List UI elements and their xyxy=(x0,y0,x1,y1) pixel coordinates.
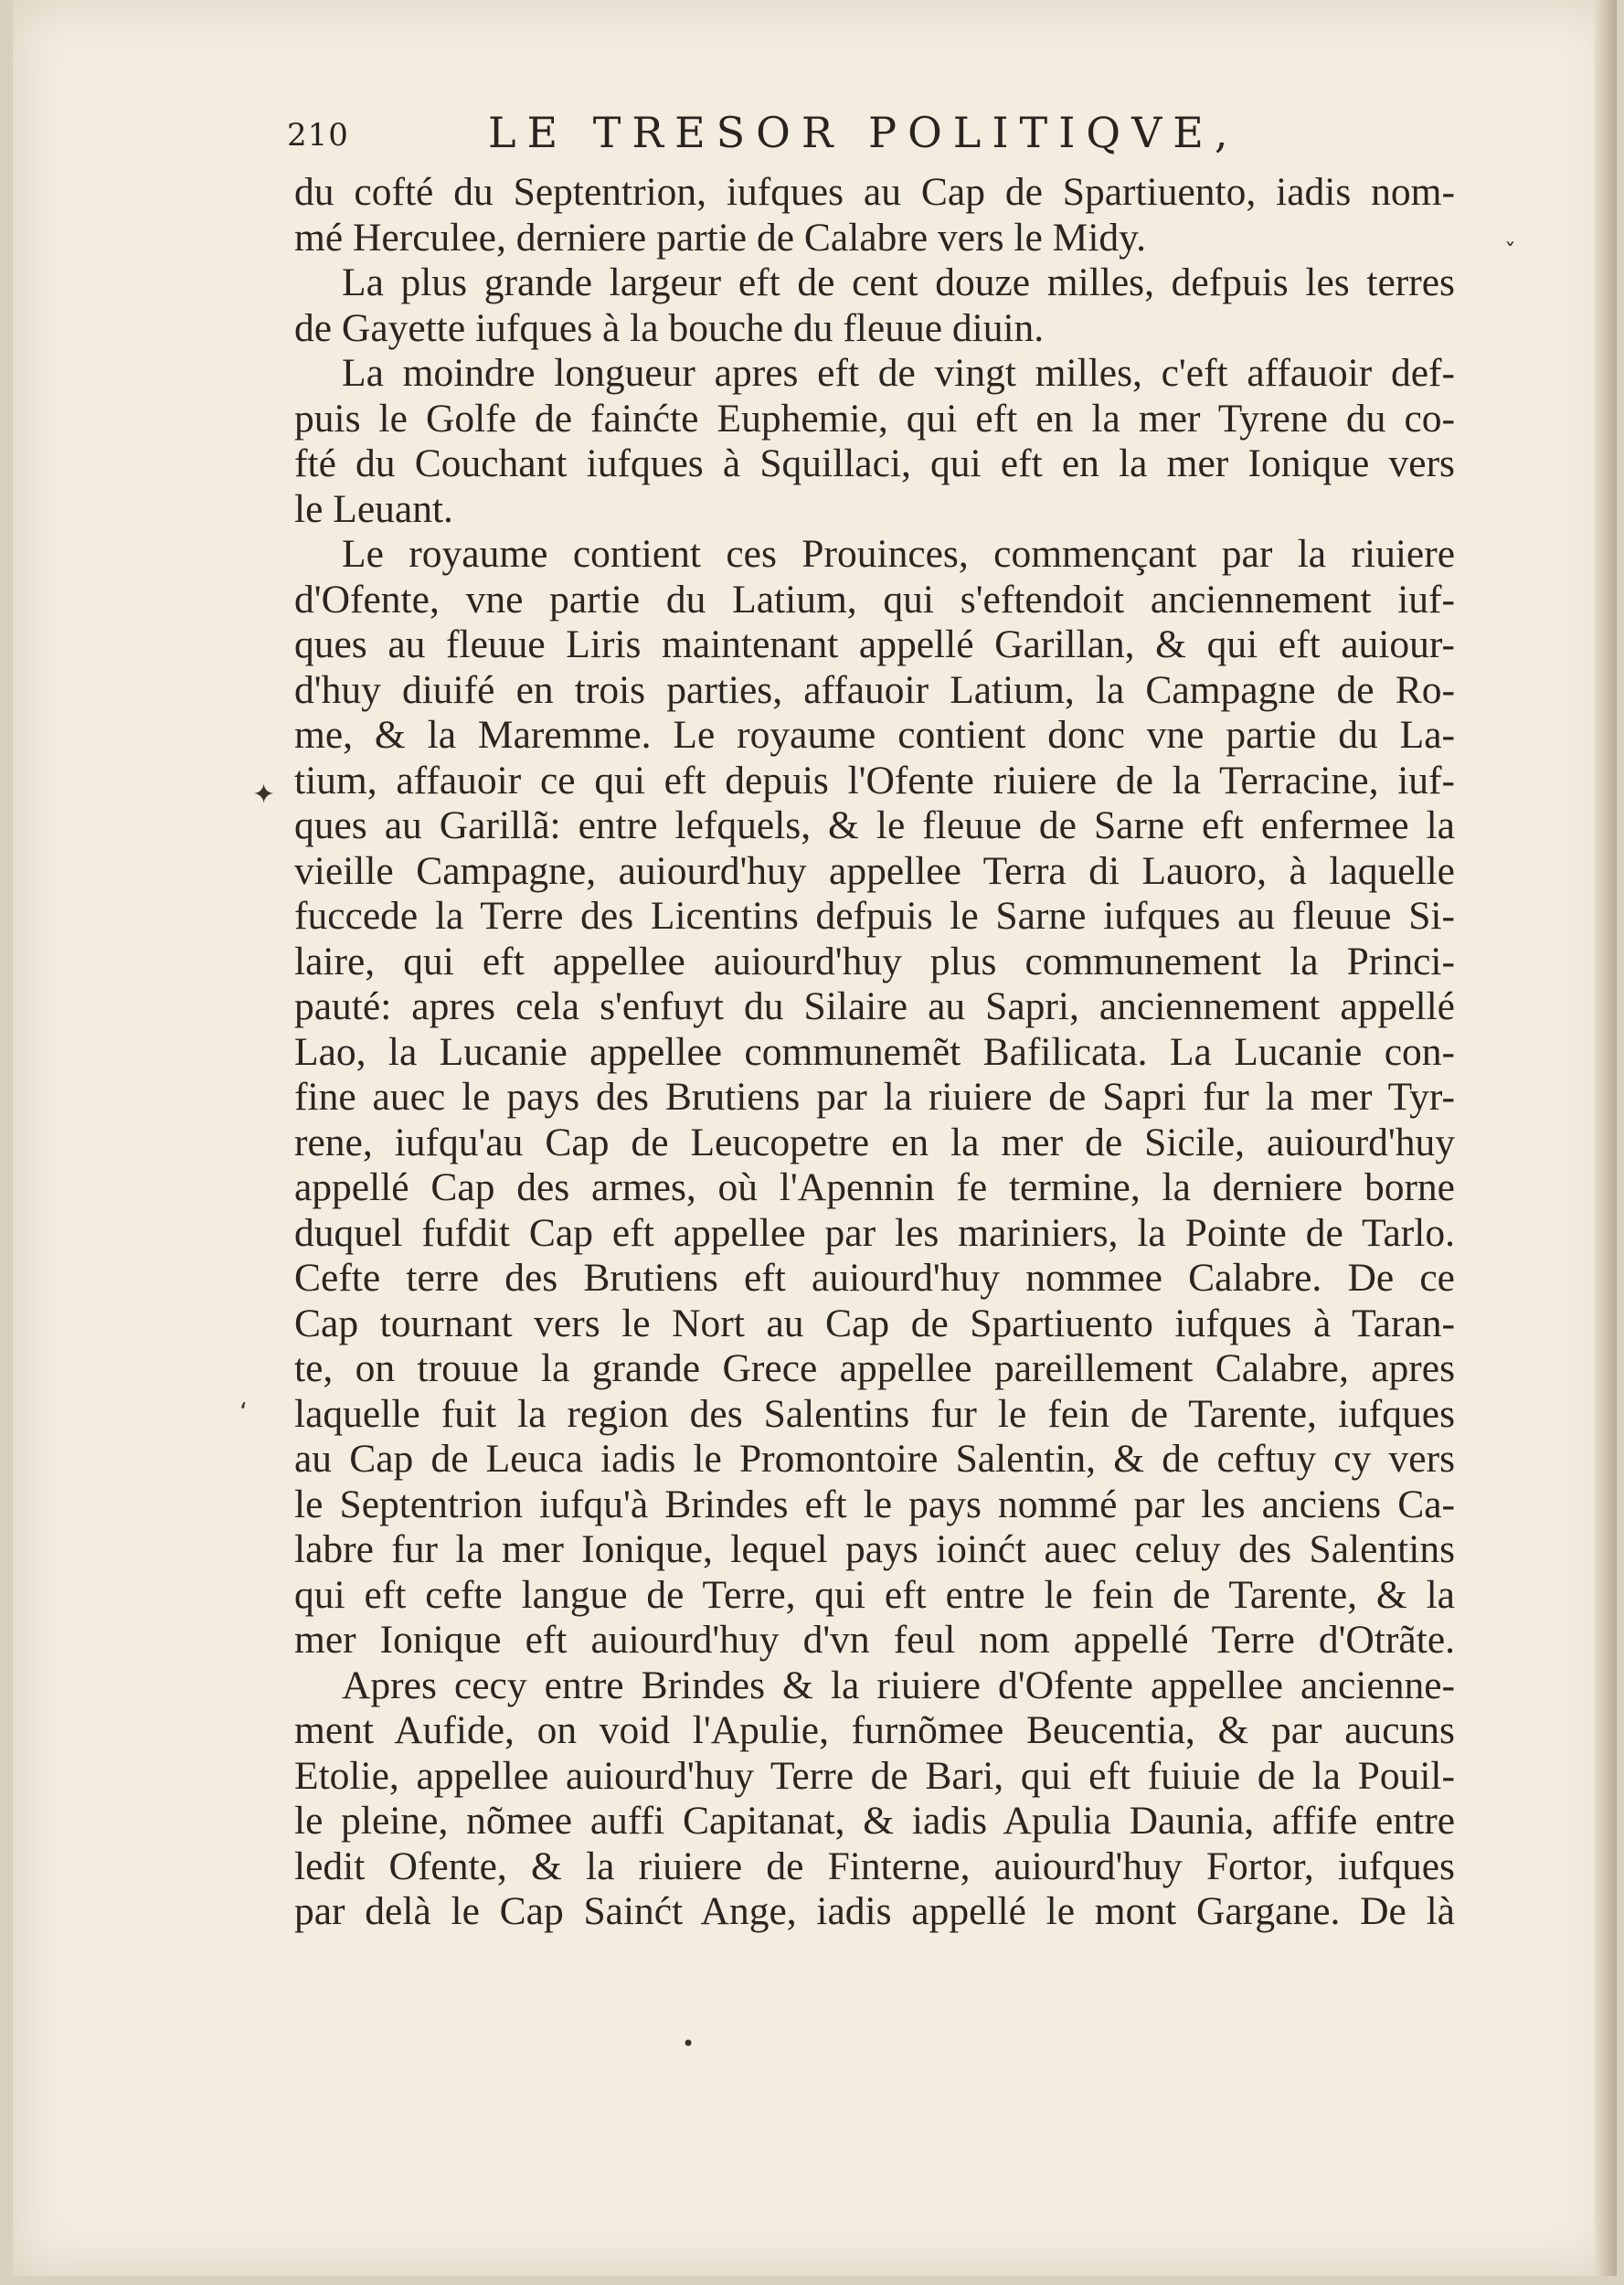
text-line: fine auec le pays des Brutiens par la riuiere de Sapri fur la mer Tyr- xyxy=(294,1075,1455,1119)
text-line: Apres cecy entre Brindes & la riuiere d'Ofente appellee ancienne- xyxy=(342,1663,1455,1707)
text-line: Cefte terre des Brutiens eft auiourd'huy nommee Calabre. De ce xyxy=(294,1256,1455,1300)
page-header xyxy=(287,108,1457,163)
text-line: de Gayette iufques à la bouche du fleuue diuin. xyxy=(294,305,1045,350)
text-line: fuccede la Terre des Licentins defpuis le Sarne iufques au fleuue Si- xyxy=(294,894,1455,938)
text-line: puis le Golfe de fainćte Euphemie, qui eft en la mer Tyrene du co- xyxy=(294,396,1455,441)
book-page xyxy=(13,0,1617,2276)
text-line: ment Aufide, on void l'Apulie, furnõmee Beucentia, & par aucuns xyxy=(294,1708,1455,1752)
text-line: d'Ofente, vne partie du Latium, qui s'eftendoit anciennement iuf- xyxy=(294,577,1455,622)
text-line: labre fur la mer Ionique, lequel pays ioinćt auec celuy des Salentins xyxy=(294,1527,1455,1571)
text-line: par delà le Cap Sainćt Ange, iadis appellé le mont Gargane. De là xyxy=(294,1889,1455,1933)
text-line: pauté: apres cela s'enfuyt du Silaire au Sapri, anciennement appellé xyxy=(294,984,1455,1028)
text-line: te, on trouue la grande Grece appellee pareillement Calabre, apres xyxy=(294,1346,1455,1390)
running-title: LE TRESOR POLITIQVE, xyxy=(488,108,1239,157)
page-spine-shadow xyxy=(1595,0,1617,2276)
text-line: La moindre longueur apres eft de vingt milles, c'eft affauoir def- xyxy=(342,351,1455,395)
text-line: duquel fufdit Cap eft appellee par les mariniers, la Pointe de Tarlo. xyxy=(294,1210,1455,1255)
text-line: La plus grande largeur eft de cent douze milles, defpuis les terres xyxy=(342,260,1455,304)
text-line: le Leuant. xyxy=(294,486,453,531)
text-line: le pleine, nõmee auffi Capitanat, & iadis Apulia Daunia, affife entre xyxy=(294,1799,1455,1843)
text-line: ledit Ofente, & la riuiere de Finterne, auiourd'huy Fortor, iufques xyxy=(294,1844,1455,1888)
text-line: au Cap de Leuca iadis le Promontoire Salentin, & de ceftuy cy vers xyxy=(294,1437,1455,1481)
text-line: me, & la Maremme. Le royaume contient donc vne partie du La- xyxy=(294,713,1455,757)
ink-mark: ˇ xyxy=(1504,239,1516,267)
text-line: Cap tournant vers le Nort au Cap de Spartiuento iufques à Taran- xyxy=(294,1301,1455,1345)
text-line: d'huy diuifé en trois parties, affauoir Latium, la Campagne de Ro- xyxy=(294,667,1455,712)
text-line: mé Herculee, derniere partie de Calabre vers le Midy. xyxy=(294,215,1146,260)
text-line: Lao, la Lucanie appellee communemẽt Bafilicata. La Lucanie con- xyxy=(294,1029,1455,1074)
text-line: fté du Couchant iufques à Squillaci, qui eft en la mer Ionique vers xyxy=(294,441,1455,485)
text-line: le Septentrion iufqu'à Brindes eft le pays nommé par les anciens Ca- xyxy=(294,1482,1455,1526)
text-line: ques au fleuue Liris maintenant appellé Garillan, & qui eft auiour- xyxy=(294,622,1455,666)
ink-mark: ✦ xyxy=(252,779,276,811)
text-line: tium, affauoir ce qui eft depuis l'Ofente riuiere de la Terracine, iuf- xyxy=(294,758,1455,802)
text-line: qui eft cefte langue de Terre, qui eft entre le fein de Tarente, & la xyxy=(294,1572,1455,1617)
text-line: vieille Campagne, auiourd'huy appellee Terra di Lauoro, à laquelle xyxy=(294,848,1455,893)
text-line: ques au Garillã: entre lefquels, & le fleuue de Sarne eft enfermee la xyxy=(294,803,1455,847)
text-line: laquelle fuit la region des Salentins fur le fein de Tarente, iufques xyxy=(294,1391,1455,1436)
text-line: du cofté du Septentrion, iufques au Cap de Spartiuento, iadis nom- xyxy=(294,170,1455,214)
text-line: mer Ionique eft auiourd'huy d'vn feul nom appellé Terre d'Otrãte. xyxy=(294,1618,1455,1662)
text-line: Etolie, appellee auiourd'huy Terre de Bari, qui eft fuiuie de la Pouil- xyxy=(294,1753,1455,1798)
ink-mark: • xyxy=(682,2031,695,2056)
text-line: Le royaume contient ces Prouinces, commençant par la riuiere xyxy=(342,532,1455,576)
page-number: 210 xyxy=(287,117,349,154)
body-text xyxy=(294,170,1455,1935)
text-line: appellé Cap des armes, où l'Apennin fe termine, la derniere borne xyxy=(294,1165,1455,1209)
text-line: rene, iufqu'au Cap de Leucopetre en la mer de Sicile, auiourd'huy xyxy=(294,1120,1455,1164)
ink-mark: ‘ xyxy=(239,1397,248,1427)
text-line: laire, qui eft appellee auiourd'huy plus communement la Princi- xyxy=(294,939,1455,983)
